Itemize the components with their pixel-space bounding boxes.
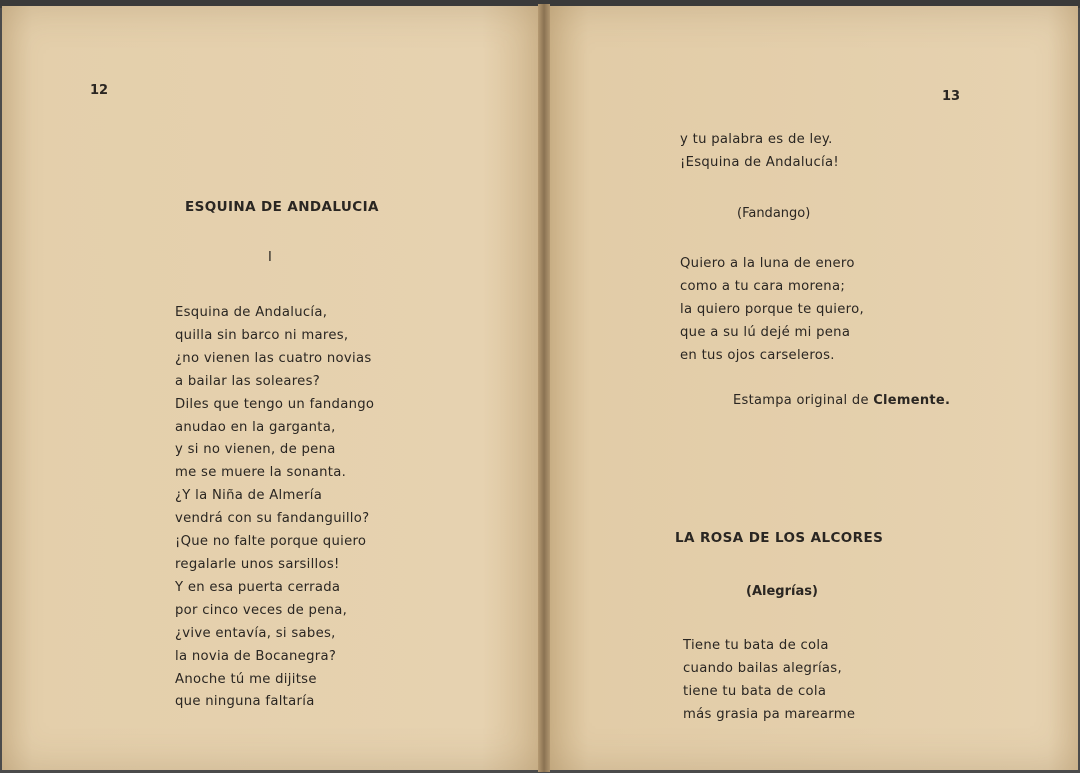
verse-line: cuando bailas alegrías, [683, 660, 842, 676]
verse-line: quilla sin barco ni mares, [175, 327, 349, 343]
fandango-verse [680, 253, 864, 368]
second-poem-title: LA ROSA DE LOS ALCORES [675, 530, 884, 546]
verse-line: me se muere la sonanta. [175, 465, 347, 481]
verse-line: y si no vienen, de pena [175, 442, 336, 458]
verse-line: Esquina de Andalucía, [175, 305, 328, 320]
verse-line: vendrá con su fandanguillo? [175, 511, 370, 527]
alegrias-heading: (Alegrías) [746, 584, 818, 599]
verse-line: Y en esa puerta cerrada [175, 579, 341, 595]
verse-line: ¡Que no falte porque quiero [175, 534, 367, 550]
left-verse [175, 302, 374, 714]
verse-line: la novia de Bocanegra? [175, 648, 337, 664]
section-number: I [268, 250, 272, 265]
book-gutter [538, 4, 550, 772]
verse-line: que ninguna faltaría [175, 694, 315, 710]
verse-line: ¿vive entavía, si sabes, [175, 625, 336, 641]
credit-prefix: Estampa original de [733, 393, 869, 408]
left-page-number: 12 [90, 83, 109, 98]
verse-line: más grasia pa marearme [683, 706, 856, 722]
credit-name: Clemente. [873, 393, 951, 408]
verse-line: y tu palabra es de ley. [680, 132, 833, 147]
verse-line: Diles que tengo un fandango [175, 396, 375, 412]
verse-line: a bailar las soleares? [175, 373, 321, 389]
verse-line: regalarle unos sarsillos! [175, 556, 340, 572]
verse-line: la quiero porque te quiero, [680, 301, 864, 317]
poem-title: ESQUINA DE ANDALUCIA [185, 199, 379, 215]
verse-line: en tus ojos carseleros. [680, 347, 835, 363]
verse-line: ¡Esquina de Andalucía! [680, 154, 839, 170]
verse-line: Tiene tu bata de cola [683, 638, 829, 653]
stamp-credit [733, 393, 950, 408]
verse-line: que a su lú dejé mi pena [680, 324, 851, 340]
verse-line: como a tu cara morena; [680, 278, 846, 294]
verse-line: ¿no vienen las cuatro novias [175, 350, 372, 366]
verse-line: Anoche tú me dijitse [175, 671, 317, 687]
verse-line: anudao en la garganta, [175, 419, 336, 435]
verse-line: ¿Y la Niña de Almería [175, 488, 323, 504]
verse-line: Quiero a la luna de enero [680, 256, 855, 271]
verse-line: tiene tu bata de cola [683, 683, 827, 699]
alegrias-verse [683, 635, 855, 727]
right-page-number: 13 [942, 89, 961, 104]
verse-line: por cinco veces de pena, [175, 602, 348, 618]
fandango-heading: (Fandango) [737, 206, 811, 221]
right-verse-top [680, 129, 839, 175]
